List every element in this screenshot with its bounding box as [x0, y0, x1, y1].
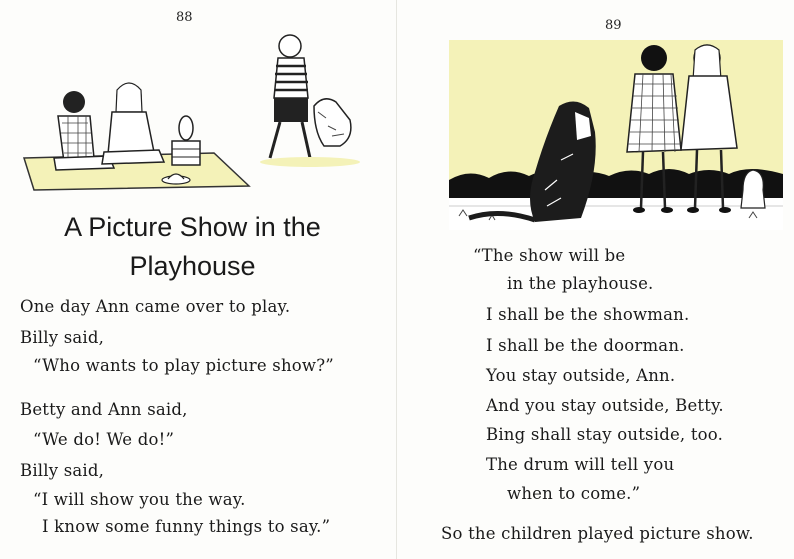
page-number-right: 89 [605, 18, 622, 33]
text-line: “We do! We do!” [33, 430, 175, 449]
story-title-line-2: Playhouse [129, 251, 256, 281]
illustration-children-and-dog [449, 40, 783, 230]
text-line: The drum will tell you [486, 455, 675, 474]
text-line: And you stay outside, Betty. [486, 396, 724, 415]
story-title-line-1: A Picture Show in the [64, 212, 321, 242]
text-line: I shall be the showman. [486, 305, 690, 324]
text-line: Billy said, [20, 461, 105, 480]
text-line: Billy said, [20, 328, 105, 347]
text-line: “The show will be [473, 246, 626, 265]
text-line: One day Ann came over to play. [20, 297, 291, 316]
page-number-left: 88 [176, 10, 193, 25]
text-line: “Who wants to play picture show?” [33, 356, 334, 375]
illustration-children-playing [14, 28, 364, 198]
text-line: I know some funny things to say.” [42, 517, 331, 536]
text-line: So the children played picture show. [441, 524, 754, 543]
text-line: I shall be the doorman. [486, 336, 685, 355]
text-line: in the playhouse. [507, 274, 654, 293]
text-line: You stay outside, Ann. [486, 366, 676, 385]
text-line: when to come.” [507, 484, 641, 503]
right-page [397, 0, 794, 559]
text-line: Betty and Ann said, [20, 400, 188, 419]
text-line: Bing shall stay outside, too. [486, 425, 724, 444]
text-line: “I will show you the way. [33, 490, 246, 509]
